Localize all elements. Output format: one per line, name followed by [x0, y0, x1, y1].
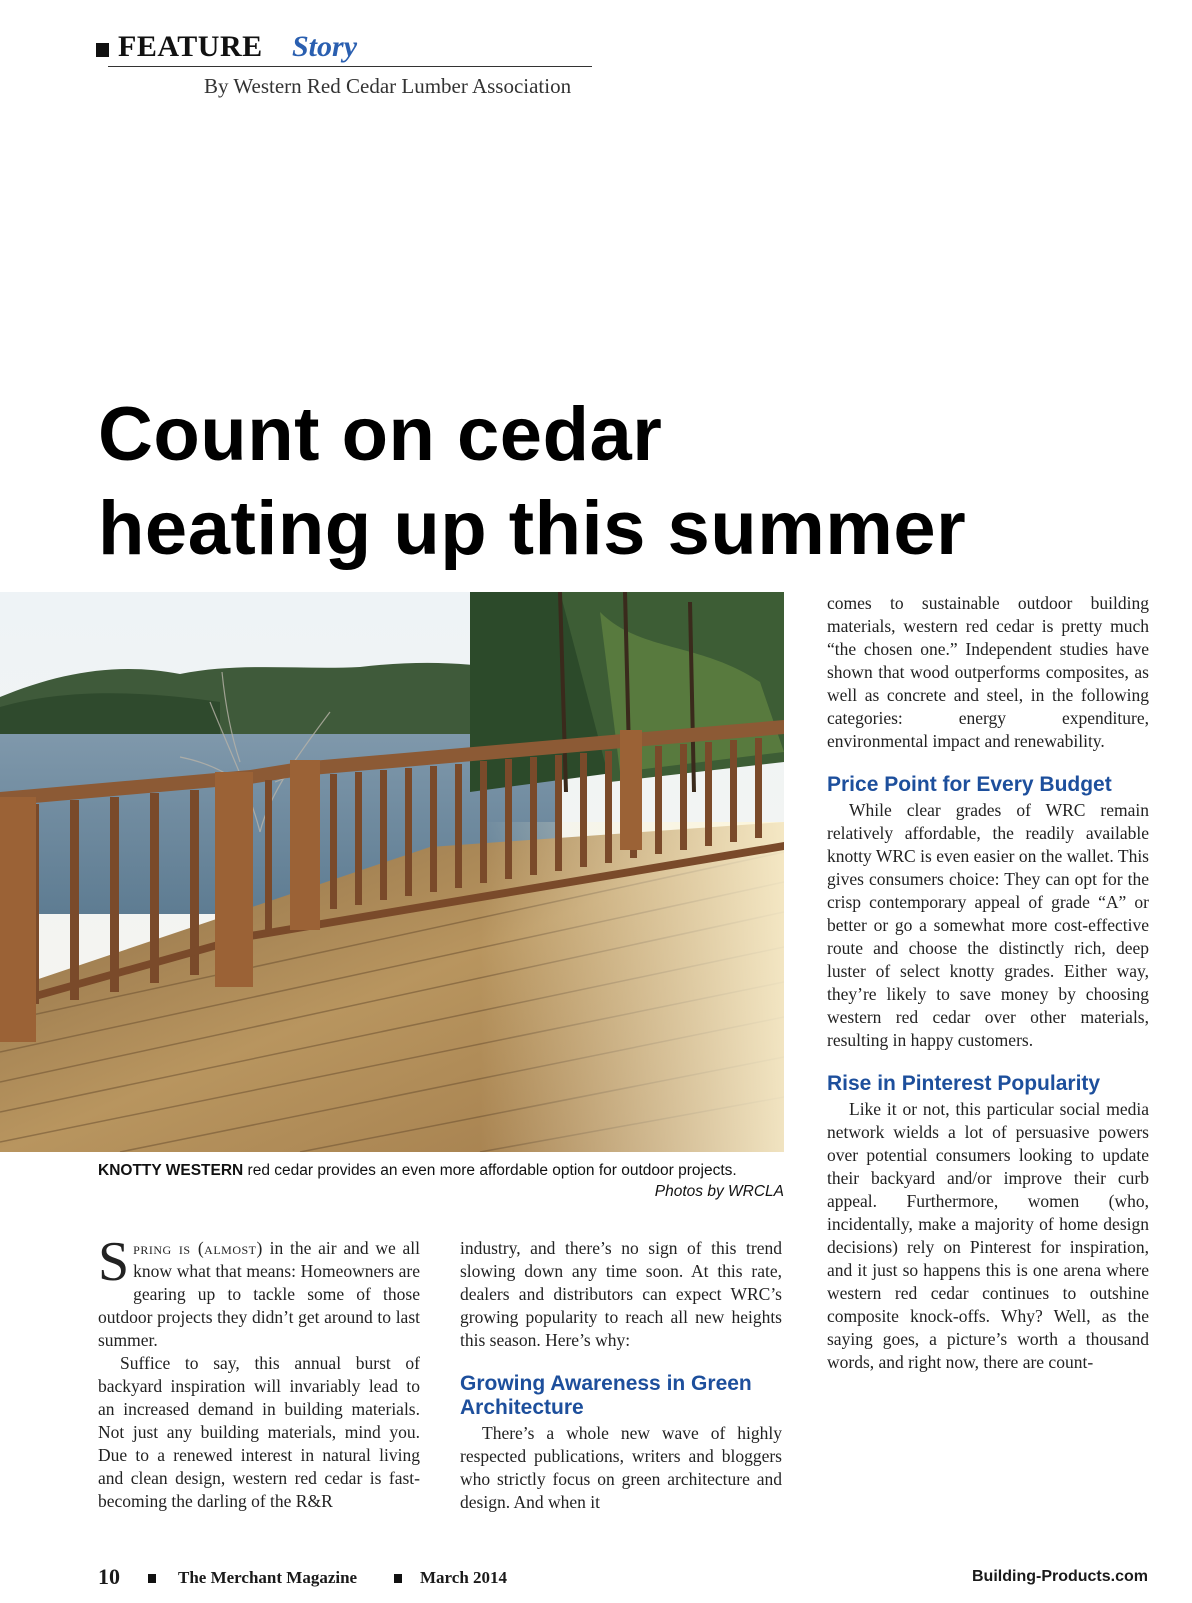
caption-lead: KNOTTY WESTERN — [98, 1162, 244, 1179]
subhead-green-architecture: Growing Awareness in Green Architecture — [460, 1372, 752, 1419]
article-column-1 — [98, 1231, 420, 1513]
paragraph-2: Suffice to say, this annual burst of backyard inspiration will invariably lead to an increased demand in building materials. Not just any building materials, mind you. Due to a renewed interest in natural living and clean design, western red cedar is fast-becoming the darling of the R&R — [98, 1353, 420, 1511]
lead-in: pring is (almost) — [133, 1238, 263, 1258]
subhead-pinterest: Rise in Pinterest Popularity — [827, 1072, 1101, 1095]
headline-line-1: Count on cedar — [98, 392, 663, 477]
photo-caption — [98, 1162, 784, 1180]
paragraph-3: industry, and there’s no sign of this trend slowing down any time soon. At this rate, dealers and distributors can expect WRC’s growing popularity to reach all new heights this season. Here’s why: — [460, 1238, 782, 1350]
footer-square-icon — [148, 1574, 156, 1583]
article-column-2 — [460, 1237, 782, 1514]
magazine-name: The Merchant Magazine — [178, 1568, 358, 1587]
header-rule — [108, 66, 592, 67]
issue-date: March 2014 — [420, 1568, 508, 1587]
feature-header — [96, 30, 496, 70]
footer-square-icon — [394, 1574, 402, 1583]
cedar-deck-photo — [0, 592, 784, 1152]
paragraph-7: Like it or not, this particular social media network wields a lot of persuasive powers over potential consumers looking to update their backyard and/or improve their curb appeal. Furthermore, women (who, incidentally, make a majority of home design decisions) rely on Pinterest for inspiration, and it just so happens this is one arena where western red cedar continues to outshine composite knock-offs. Why? Well, as the saying goes, a picture’s worth a thousand words, and right now, there are count- — [827, 1099, 1149, 1372]
paragraph-4: There’s a whole new wave of highly respected publications, writers and bloggers who strictly focus on green architecture and design. And when it — [460, 1423, 782, 1512]
caption-text: red cedar provides an even more affordable option for outdoor projects. — [243, 1162, 737, 1179]
page-footer — [98, 1566, 1148, 1596]
drop-cap: S — [98, 1231, 130, 1293]
paragraph-5: comes to sustainable outdoor building materials, western red cedar is pretty much “the chosen one.” Independent studies have shown that wood outperforms composites, as well as concrete and steel, in the following categories: energy expenditure, environmental impact and renewability. — [827, 593, 1149, 751]
feature-label: FEATURE — [118, 30, 263, 63]
subhead-price-point: Price Point for Every Budget — [827, 773, 1112, 796]
headline-line-2: heating up this summer — [98, 486, 967, 571]
feature-square-icon — [96, 43, 109, 57]
article-column-3 — [827, 592, 1149, 1374]
story-label: Story — [292, 30, 358, 63]
page-number: 10 — [98, 1564, 120, 1589]
website-link: Building-Products.com — [972, 1568, 1148, 1585]
paragraph-1-text: in the air and we all know what that means: Homeowners are gearing up to tackle some of those outdoor projects they didn’t get around to last summer. — [98, 1238, 420, 1350]
byline: By Western Red Cedar Lumber Association — [204, 74, 572, 98]
paragraph-1 — [98, 1231, 420, 1352]
paragraph-6: While clear grades of WRC remain relatively affordable, the readily available knotty WRC is even easier on the wallet. This gives consumers choice: They can opt for the crisp contemporary appeal of grade “A” or better or go a somewhat more cost-effective route and choose the distinctly rich, deep luster of select knotty grades. Either way, they’re likely to save money by choosing western red cedar over other materials, resulting in happy customers. — [827, 800, 1149, 1050]
photo-credit: Photos by WRCLA — [654, 1183, 784, 1200]
page-title — [98, 388, 1158, 576]
